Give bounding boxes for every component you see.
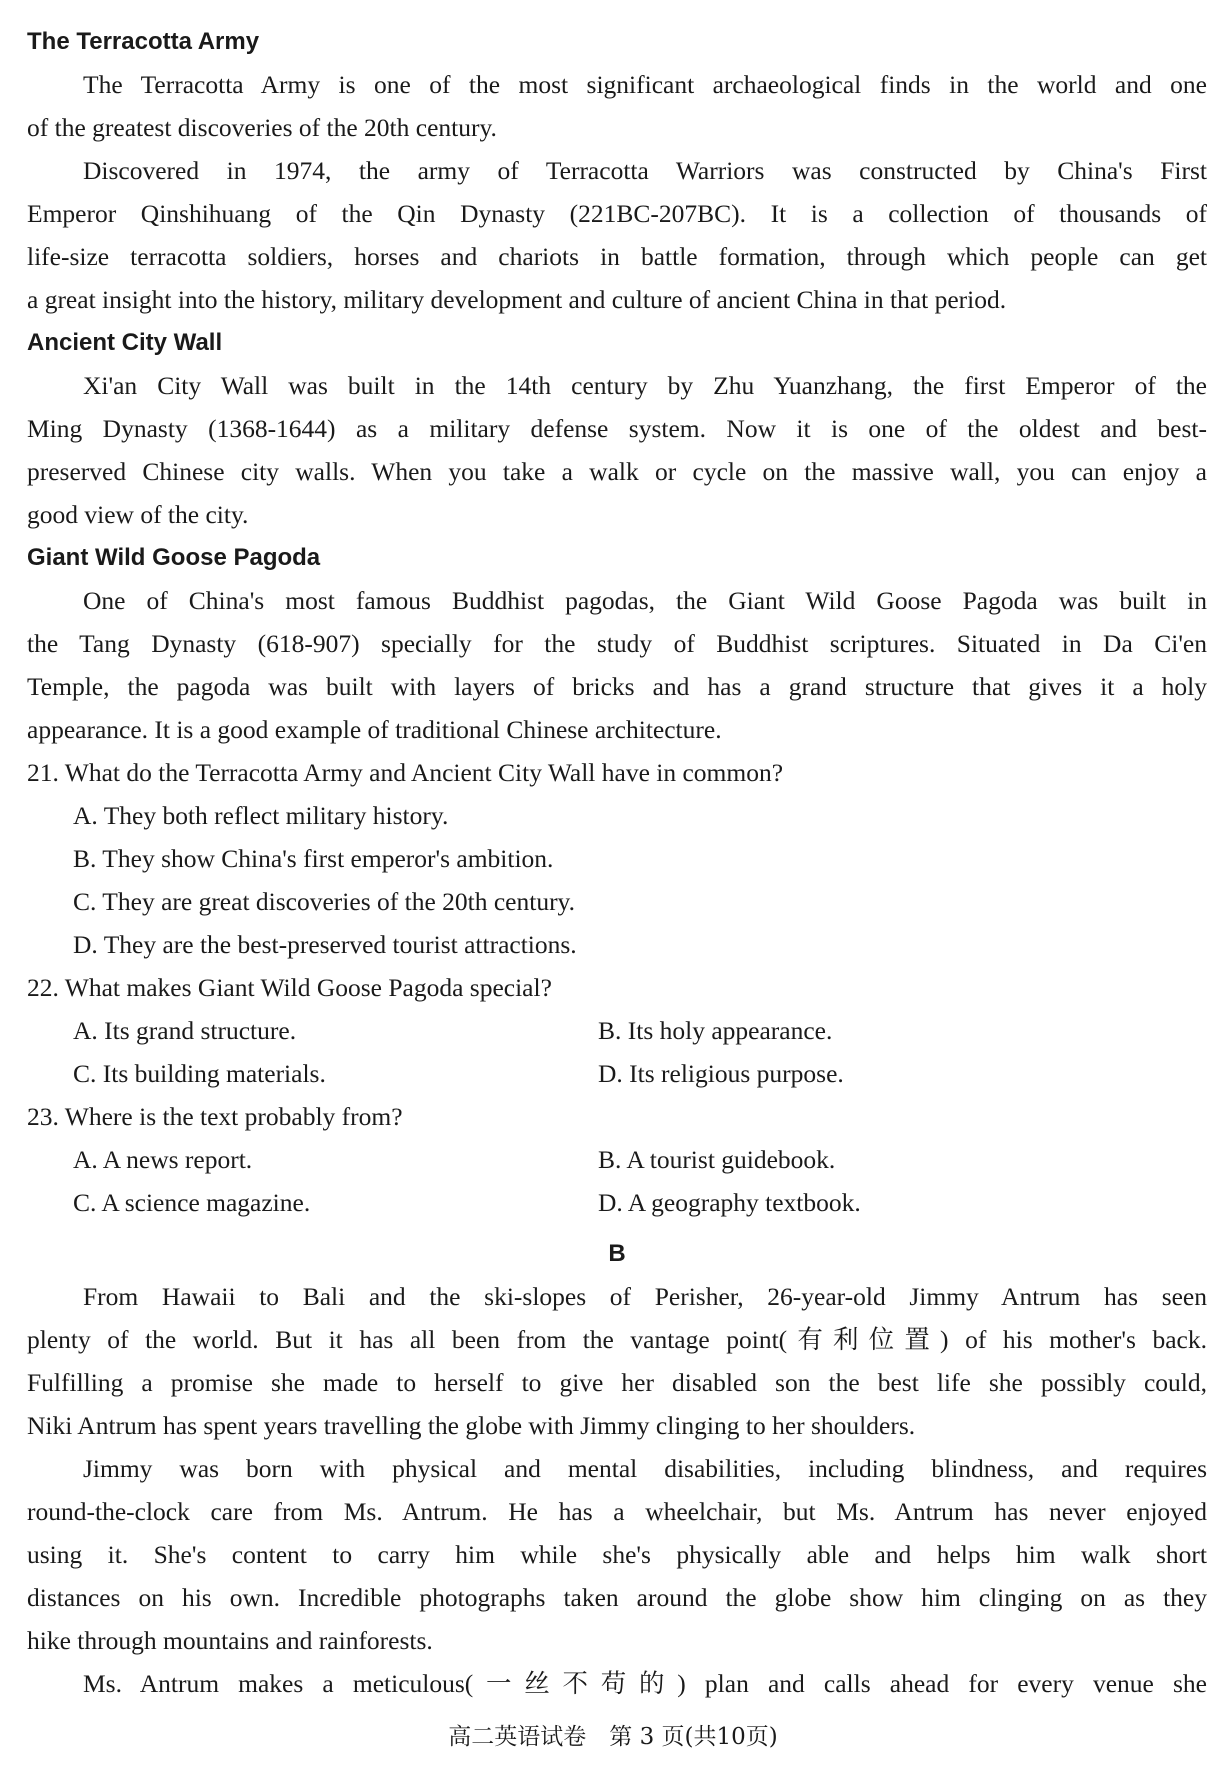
paragraph-line: One of China's most famous Buddhist pagodas, the Giant Wild Goose Pagoda was built in	[83, 586, 1207, 615]
part-b-label: B	[608, 1240, 626, 1267]
question-22-options-row-1	[27, 1009, 1207, 1052]
paragraph-line: a great insight into the history, military development and culture of ancient China in that period.	[27, 285, 1007, 314]
question-22-option-a: A. Its grand structure.	[73, 1016, 297, 1045]
paragraph-line: of the greatest discoveries of the 20th century.	[27, 113, 497, 142]
page-footer: 高二英语试卷 第 3 页(共10页)	[448, 1724, 778, 1750]
paragraph-line: good view of the city.	[27, 500, 249, 529]
question-21-option-b: B. They show China's first emperor's ambition.	[73, 844, 554, 873]
paragraph-line: Temple, the pagoda was built with layers of bricks and has a grand structure that gives it a holy	[27, 672, 1207, 701]
paragraph-line: Fulfilling a promise she made to herself to give her disabled son the best life she possibly could,	[27, 1368, 1207, 1397]
section-title-terracotta: The Terracotta Army	[27, 28, 260, 55]
paragraph-line: the Tang Dynasty (618-907) specially for the study of Buddhist scriptures. Situated in Da Ci'en	[27, 629, 1207, 658]
question-22-option-b: B. Its holy appearance.	[598, 1016, 833, 1045]
question-23-options-row-1	[27, 1138, 1207, 1181]
paragraph-line: Niki Antrum has spent years travelling the globe with Jimmy clinging to her shoulders.	[27, 1411, 916, 1440]
page-content	[27, 20, 1207, 1705]
paragraph-line: life-size terracotta soldiers, horses and chariots in battle formation, through which people can get	[27, 242, 1207, 271]
question-23-option-d: D. A geography textbook.	[598, 1188, 861, 1217]
paragraph-line: Ms. Antrum makes a meticulous(一丝不苟的) plan and calls ahead for every venue she	[83, 1669, 1207, 1698]
question-23-option-c: C. A science magazine.	[73, 1188, 311, 1217]
paragraph-line: Xi'an City Wall was built in the 14th century by Zhu Yuanzhang, the first Emperor of the	[83, 371, 1207, 400]
question-21-stem: 21. What do the Terracotta Army and Ancient City Wall have in common?	[27, 758, 784, 787]
paragraph-line: Jimmy was born with physical and mental disabilities, including blindness, and requires	[83, 1454, 1207, 1483]
question-22-options-row-2	[27, 1052, 1207, 1095]
paragraph-line: round-the-clock care from Ms. Antrum. He has a wheelchair, but Ms. Antrum has never enjoyed	[27, 1497, 1207, 1526]
question-22-option-d: D. Its religious purpose.	[598, 1059, 844, 1088]
paragraph-line: Emperor Qinshihuang of the Qin Dynasty (221BC-207BC). It is a collection of thousands of	[27, 199, 1207, 228]
paragraph-line: using it. She's content to carry him while she's physically able and helps him walk short	[27, 1540, 1207, 1569]
question-22-stem: 22. What makes Giant Wild Goose Pagoda special?	[27, 973, 552, 1002]
paragraph-line: The Terracotta Army is one of the most significant archaeological finds in the world and one	[83, 70, 1207, 99]
question-21-option-c: C. They are great discoveries of the 20th century.	[73, 887, 576, 916]
question-23-option-a: A. A news report.	[73, 1145, 253, 1174]
paragraph-line: preserved Chinese city walls. When you take a walk or cycle on the massive wall, you can enjoy a	[27, 457, 1207, 486]
question-21-option-d: D. They are the best-preserved tourist attractions.	[73, 930, 577, 959]
question-21-option-a: A. They both reflect military history.	[73, 801, 449, 830]
paragraph-line: From Hawaii to Bali and the ski-slopes of Perisher, 26-year-old Jimmy Antrum has seen	[83, 1282, 1207, 1311]
paragraph-line: plenty of the world. But it has all been from the vantage point(有利位置) of his mother's back.	[27, 1325, 1207, 1354]
paragraph-line: hike through mountains and rainforests.	[27, 1626, 433, 1655]
paragraph-line: Discovered in 1974, the army of Terracotta Warriors was constructed by China's First	[83, 156, 1207, 185]
section-title-city-wall: Ancient City Wall	[27, 329, 223, 356]
question-22-option-c: C. Its building materials.	[73, 1059, 326, 1088]
paragraph-line: appearance. It is a good example of traditional Chinese architecture.	[27, 715, 722, 744]
paragraph-line: distances on his own. Incredible photographs taken around the globe show him clinging on as they	[27, 1583, 1207, 1612]
question-23-option-b: B. A tourist guidebook.	[598, 1145, 836, 1174]
question-23-stem: 23. Where is the text probably from?	[27, 1102, 403, 1131]
paragraph-line: Ming Dynasty (1368-1644) as a military defense system. Now it is one of the oldest and best-	[27, 414, 1207, 443]
section-title-pagoda: Giant Wild Goose Pagoda	[27, 544, 321, 571]
question-23-options-row-2	[27, 1181, 1207, 1224]
